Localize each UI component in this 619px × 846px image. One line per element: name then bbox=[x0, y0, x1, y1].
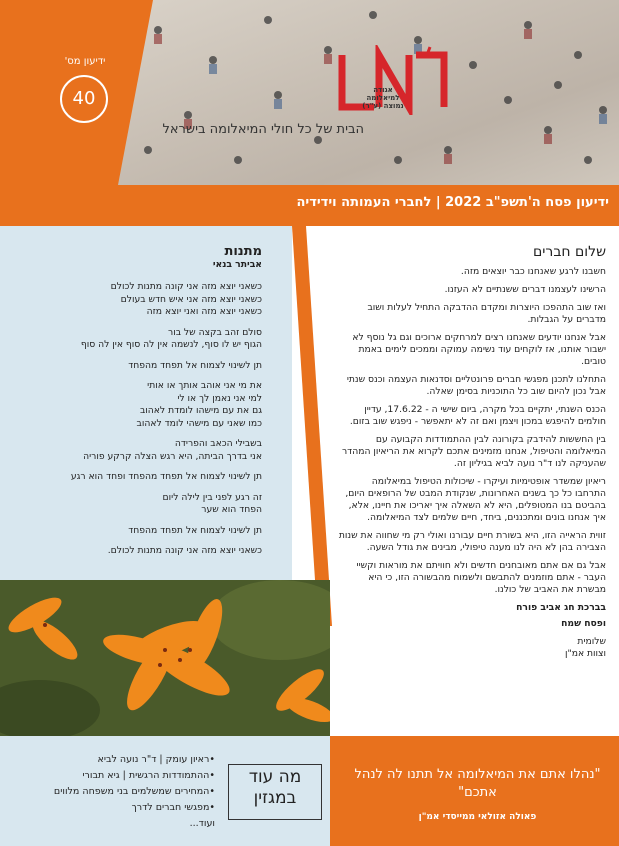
more-list-item: •מפגשי חברים לדרך bbox=[131, 802, 215, 813]
letter-closing: ופסח שמח bbox=[561, 618, 606, 629]
issue-label: ידיעון מס' bbox=[64, 56, 106, 67]
lily-illustration bbox=[0, 580, 330, 736]
poem-stanza: תן לשינוי לצמוח אל תפחד מהפחד bbox=[128, 524, 262, 536]
lily-photo bbox=[0, 580, 330, 736]
brand-subtitle: אגודה למיאלומה נמוצה (ע"ר) bbox=[362, 86, 404, 110]
poem-stanza: כשאני יוצא מזה אני קונה מתנות לכולם כשאני יוצא מזה אני איש חדש בעולם כשאני יוצא מזה ואני יוצא מזה bbox=[110, 281, 262, 317]
quote-text: "נהלו אתם את המיאלומה אל תתנו לה לנהל אתכם" bbox=[354, 767, 601, 800]
more-in-magazine-box bbox=[228, 764, 322, 820]
poem-stanza: תן לשינוי לצמוח אל תפחד מהפחד bbox=[128, 359, 262, 371]
poem-stanza: סולם זהב בקצה של בור הגוף יש לו סוף, לנשמה אין לה סוף אין לה סוף bbox=[80, 326, 262, 350]
more-list-item: •ההתמודדות הרגשית | גיא תבורי bbox=[82, 770, 215, 781]
letter-paragraph: התחלנו לתכנן מפגשי חברים פרונטליים וסדנאות העצמה וכנס שנתי אבל נכון להיום שוב כל התוכניות בסימן שאלה. bbox=[346, 374, 606, 397]
letter-paragraph: אבל גם אם אתם מאובחנים חדשים ולא חוויתם את מוראות וקשיי העבר - אתם מוזמנים להתבשם ולשמוח מהבשורה הזו, כי היא מבשרת את האביב של כולנו. bbox=[356, 560, 606, 595]
more-list bbox=[10, 752, 215, 832]
letter-closing: בברכת חג אביב פורח bbox=[516, 602, 606, 613]
letter-paragraph: ריאיון שמשדר אופטימיות ועיקרו - שיכולות הטיפול במיאלומה התרחבו כל כך בשנים האחרונות, שנקודת המבט של הרופאים היום, בהביטם בנו המטופלים, היא לא השאלה איך יאריכו את חיינו, אלא, איך אנחנו בונים ומתכננים, ביחד, חיים שלמים לצד המיאלומה. bbox=[345, 476, 606, 523]
more-list-item: ועוד... bbox=[189, 818, 215, 829]
more-box-line: במגזין bbox=[253, 788, 297, 808]
poem-stanza: תן לשינוי לצמוח אל תפחד מהפחד ופחד הוא רגע bbox=[70, 471, 262, 482]
poem bbox=[20, 246, 262, 566]
header-orange-wedge bbox=[118, 0, 158, 185]
letter-paragraph: זווית הראייה הזו, היא בשורת חיים עבורנו ואולי רק מי שחווה את שנות הצבירה בהן לא היה לנו מענה טיפולי, מבינים את גודל השעה. bbox=[338, 530, 606, 553]
letter-title: שלום חברים bbox=[533, 244, 606, 260]
poem-stanza: בשבילי הכאב והפרידה אני בדרך הביתה, היא רגש הצלה קרקע פוריה bbox=[83, 438, 262, 462]
letter-paragraph: ואז שוב התהפכו היוצרות ומקדם ההדבקה התחיל לעלות ושוב מדברים על הגבלות. bbox=[367, 302, 606, 325]
poem-author: אביתר בנאי bbox=[212, 258, 262, 270]
letter-paragraph: הרשינו לעצמנו דברים ששנתיים לא העזנו. bbox=[444, 284, 606, 295]
letter-paragraph: הכנס השנתי, יתקיים בכל מקרה, ביום שישי ה - 17.6.22, עדיין חולמים להיפגש במכון ויצמן ואם זה לא יתאפשר - ניפגש שוב בזום. bbox=[349, 404, 606, 427]
more-list-item: •ראיון עומק | ד"ר נועה לביא bbox=[97, 754, 215, 765]
issue-band-text: ידיעון פסח ה'תשפ"ב 2022 | לחברי העמותה וידידיה bbox=[296, 195, 609, 210]
editor-letter bbox=[338, 246, 606, 660]
poem-title: מתנות bbox=[224, 244, 262, 259]
issue-number-badge: 40 bbox=[60, 75, 108, 123]
letter-signature: שלומית bbox=[577, 636, 606, 647]
letter-paragraph: חשבנו לרגע שאנחנו כבר יוצאים מזה. bbox=[460, 266, 606, 277]
tagline: הבית של כל חולי המיאלומה בישראל bbox=[162, 122, 364, 137]
orange-diagonal bbox=[292, 226, 332, 626]
poem-stanza: זה רגע לפני בין לילה ליום הפחד הוא שער bbox=[162, 491, 262, 515]
quote-author: פאולה אזולאי ממייסדי אמ"ן bbox=[418, 812, 537, 822]
letter-paragraph: בין החששות להידבק בקורונה לבין ההתמודדות הקבועה עם המיאלומה והטיפול, אנחנו מזמינים אתכם לקרוא את הריאיון המהדר שהעניקה לנו ד"ר נועה לביא בגיליון זה. bbox=[342, 434, 606, 469]
poem-stanza: כשאני יוצא מזה אני קונה מתנות לכולם. bbox=[107, 545, 262, 556]
letter-paragraph: אבל אנחנו יודעים שאנחנו רצים למרחקים ארוכים וגם גל נוסף לא ישבור אותנו, אז לוקחים עוד נשימה עמוקה וממכים לימים באמת טובים. bbox=[352, 332, 606, 367]
more-box-line: מה עוד bbox=[248, 767, 302, 787]
letter-signature: וצוות אמ"ן bbox=[564, 648, 606, 659]
more-list-item: •המחירים שמשלמים בני משפחה מלווים bbox=[53, 786, 215, 797]
poem-stanza: את מי אני אוהב אותך או אותי למי אני נאמן לך או לי גם את עם מישהו לומדת לאהוב כמו שאני עם מישהי לומד לאהוב bbox=[136, 380, 262, 429]
